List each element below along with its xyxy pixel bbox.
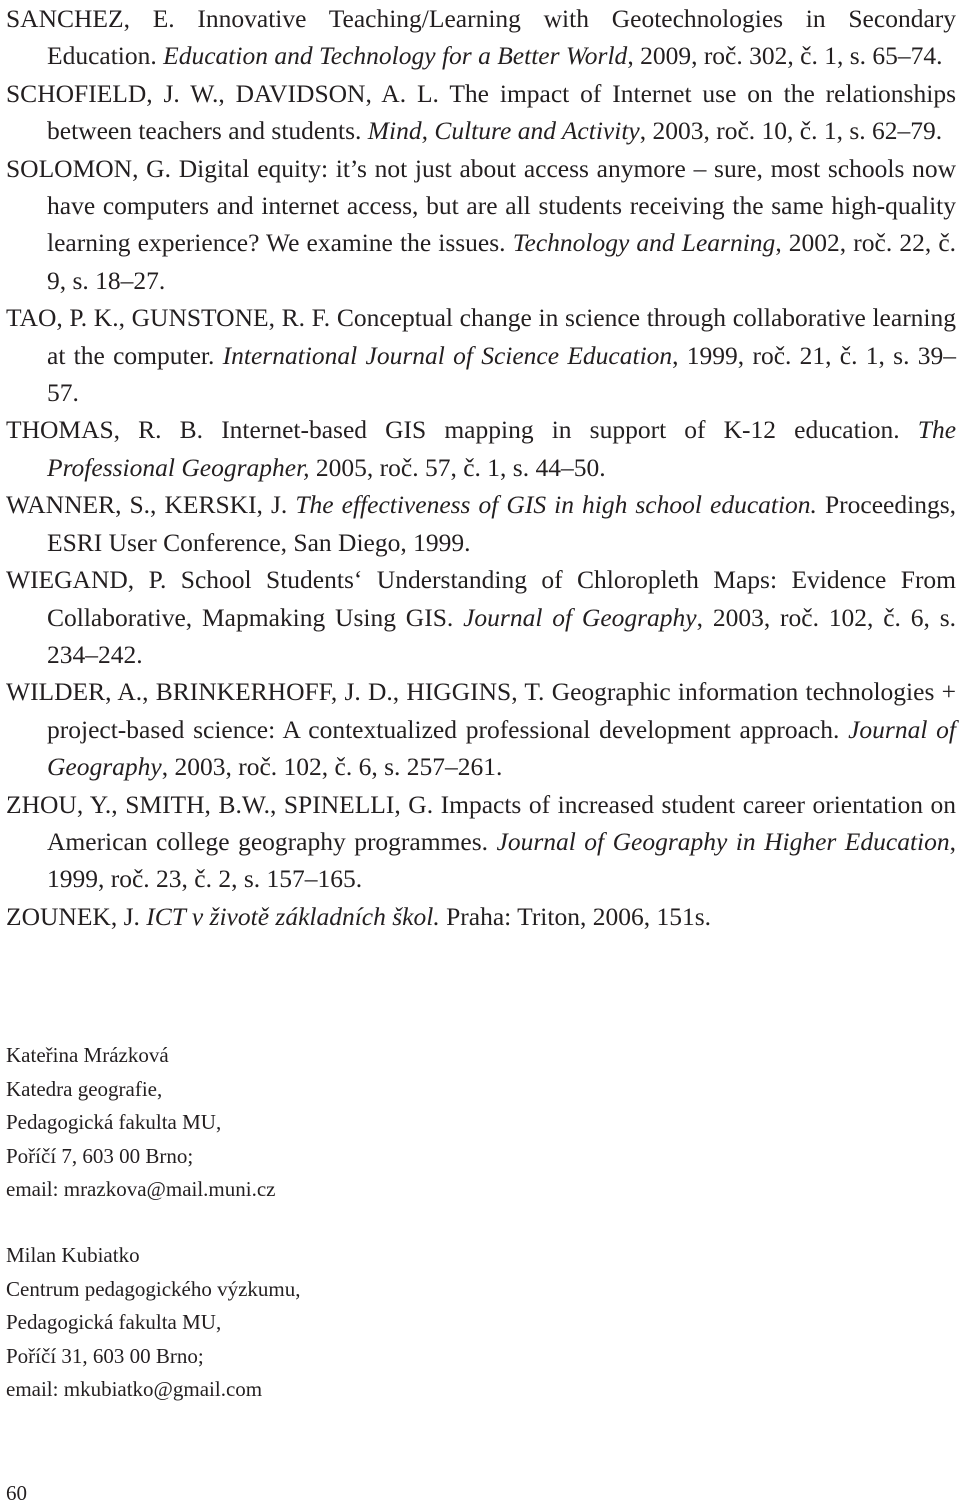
reference-authors: SOLOMON, G. [6,153,171,183]
reference-item [6,0,956,75]
reference-journal: Journal of Geography [47,714,956,782]
page-number: 60 [6,1481,27,1505]
reference-journal: Journal of Geography [463,602,697,632]
reference-details: , 2002, roč. 22, č. 9, s. 18–27. [47,228,957,295]
reference-details: , 2003, roč. 10, č. 1, s. 62–79. [639,116,943,146]
reference-details: , 2003, roč. 102, č. 6, s. 234–242. [47,602,957,669]
reference-details: , 1999, roč. 21, č. 1, s. 39–57. [47,340,956,408]
reference-item [6,75,956,150]
author-department: Centrum pedagogického výzkumu, [6,1276,301,1301]
reference-details: Praha: Triton, 2006, 151s. [439,901,712,931]
reference-title: Geographic information technologies + project-based science: A contextualized professional development approach. [47,677,957,744]
author-contact-block [6,1239,606,1407]
author-contact-block [6,1039,606,1207]
reference-authors: WANNER, S., KERSKI, J. [6,490,288,520]
reference-details: , 2003, roč. 102, č. 6, s. 257–261. [161,752,503,782]
reference-journal: International Journal of Science Education [222,340,673,370]
reference-item [6,299,956,411]
reference-title: School Students‘ Understanding of Chloropleth Maps: Evidence From Collaborative, Mapmaking Using GIS. [47,565,957,632]
reference-authors: WILDER, A., BRINKERHOFF, J. D., HIGGINS, T. [6,677,545,707]
reference-title: Digital equity: it’s not just about access anymore – sure, most schools now have computers and internet access, but are all students receiving the same high-quality learning experience? We examine the issues. [47,153,957,258]
reference-details: 2005, roč. 57, č. 1, s. 44–50. [309,452,606,482]
author-name: Milan Kubiatko [6,1243,140,1267]
author-address: Poříčí 7, 603 00 Brno; [6,1143,194,1168]
reference-title: The impact of Internet use on the relationships between teachers and students. [47,78,956,146]
reference-item [6,411,956,486]
reference-details: Proceedings, ESRI User Conference, San Diego, 1999. [47,490,956,557]
reference-item [6,561,956,673]
author-email: email: mkubiatko@gmail.com [6,1377,263,1401]
reference-authors: ZHOU, Y., SMITH, B.W., SPINELLI, G. [6,789,434,819]
reference-journal: The effectiveness of GIS in high school education. [295,490,817,520]
reference-item [6,673,956,785]
reference-title: Conceptual change in science through collaborative learning at the computer. [47,303,957,370]
reference-details: , 1999, roč. 23, č. 2, s. 157–165. [47,826,956,894]
reference-title: Impacts of increased student career orientation on American college geography programmes. [47,789,956,856]
reference-journal: The Professional Geographer, [47,415,957,482]
reference-authors: THOMAS, R. B. [6,415,204,445]
reference-journal: Mind, Culture and Activity [367,116,640,146]
reference-journal: Technology and Learning [512,228,776,258]
reference-item [6,150,956,300]
reference-item [6,898,956,935]
reference-title: Internet-based GIS mapping in support of K-12 education. [221,415,900,445]
reference-journal: ICT v životě základních škol. [146,901,440,931]
author-address: Poříčí 31, 603 00 Brno; [6,1343,204,1368]
reference-authors: SANCHEZ, E. [6,4,175,33]
author-faculty: Pedagogická fakulta MU, [6,1310,222,1334]
author-faculty: Pedagogická fakulta MU, [6,1110,222,1134]
author-department: Katedra geografie, [6,1076,163,1101]
author-name: Kateřina Mrázková [6,1043,169,1067]
reference-title: Innovative Teaching/Learning with Geotechnologies in Secondary Education. [47,4,956,71]
reference-journal: Education and Technology for a Better World [163,41,628,71]
author-email: email: mrazkova@mail.muni.cz [6,1177,276,1201]
reference-authors: SCHOFIELD, J. W., DAVIDSON, A. L. [6,78,439,108]
reference-item [6,786,956,898]
reference-details: , 2009, roč. 302, č. 1, s. 65–74. [627,41,943,71]
reference-list [6,0,956,935]
reference-authors: ZOUNEK, J. [6,901,140,931]
reference-authors: WIEGAND, P. [6,565,167,595]
reference-authors: TAO, P. K., GUNSTONE, R. F. [6,303,331,333]
reference-journal: Journal of Geography in Higher Education [496,826,950,856]
reference-item [6,486,956,561]
